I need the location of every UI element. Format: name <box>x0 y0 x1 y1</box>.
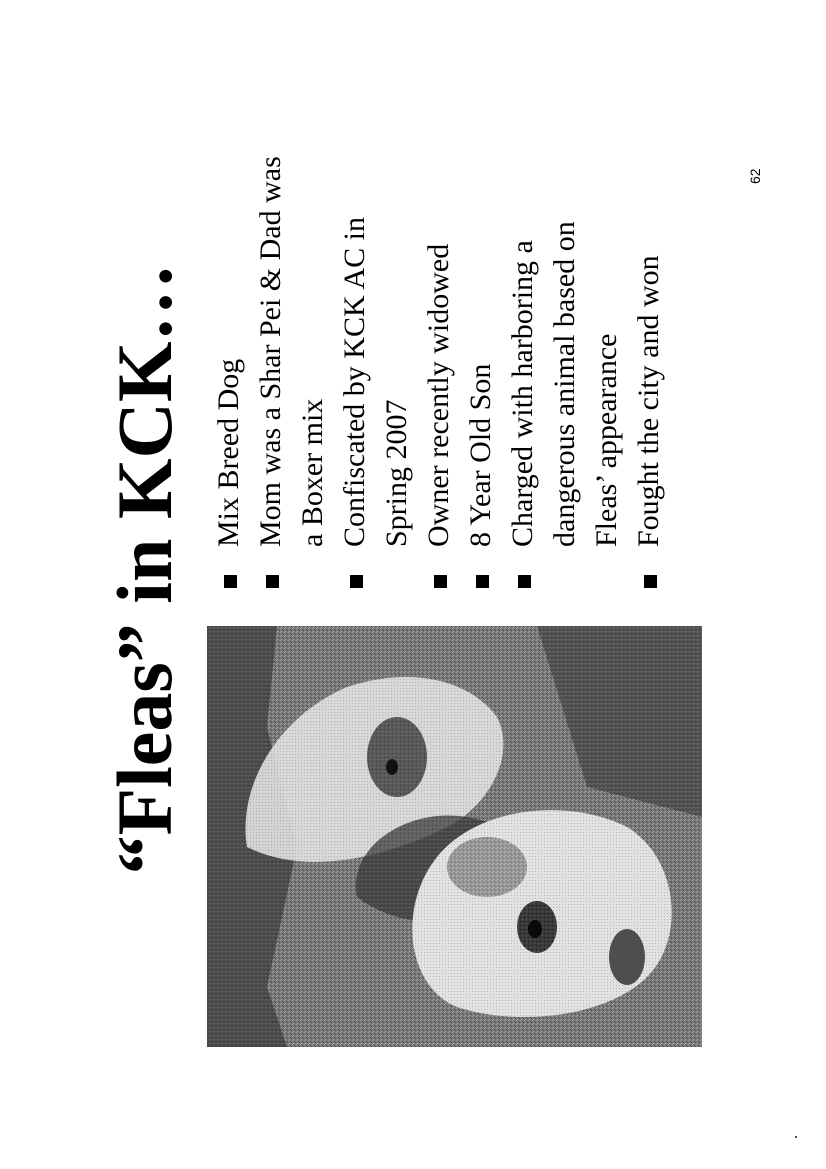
slide-title: “Fleas” in KCK… <box>101 263 188 875</box>
bullet-item <box>502 149 628 609</box>
bullet-text: Confiscated by KCK AC in Spring 2007 <box>338 217 413 547</box>
bullet-text: Fought the city and won <box>632 255 665 547</box>
bullet-text: Owner recently widowed <box>422 243 455 547</box>
bullet-text: Mix Breed Dog <box>212 358 245 547</box>
square-bullet-icon <box>644 575 657 588</box>
square-bullet-icon <box>350 575 363 588</box>
bullet-item <box>208 149 250 609</box>
bullet-item <box>460 149 502 609</box>
square-bullet-icon <box>266 575 279 588</box>
square-bullet-icon <box>224 575 237 588</box>
bullet-item <box>418 149 460 609</box>
bullet-item <box>628 149 670 609</box>
square-bullet-icon <box>518 575 531 588</box>
dog-photo-image <box>207 626 702 1047</box>
bullet-list <box>208 149 670 609</box>
dog-photo <box>207 626 702 1047</box>
bullet-text: 8 Year Old Son <box>464 363 497 547</box>
scan-artifact <box>795 1136 797 1138</box>
bullet-text: Charged with harboring a dangerous animal based on Fleas’ appearance <box>506 221 623 547</box>
bullet-item <box>250 149 334 609</box>
square-bullet-icon <box>434 575 447 588</box>
square-bullet-icon <box>476 575 489 588</box>
bullet-text: Mom was a Shar Pei & Dad was a Boxer mix <box>254 156 329 547</box>
bullet-item <box>334 149 418 609</box>
page-number: 62 <box>747 168 763 184</box>
